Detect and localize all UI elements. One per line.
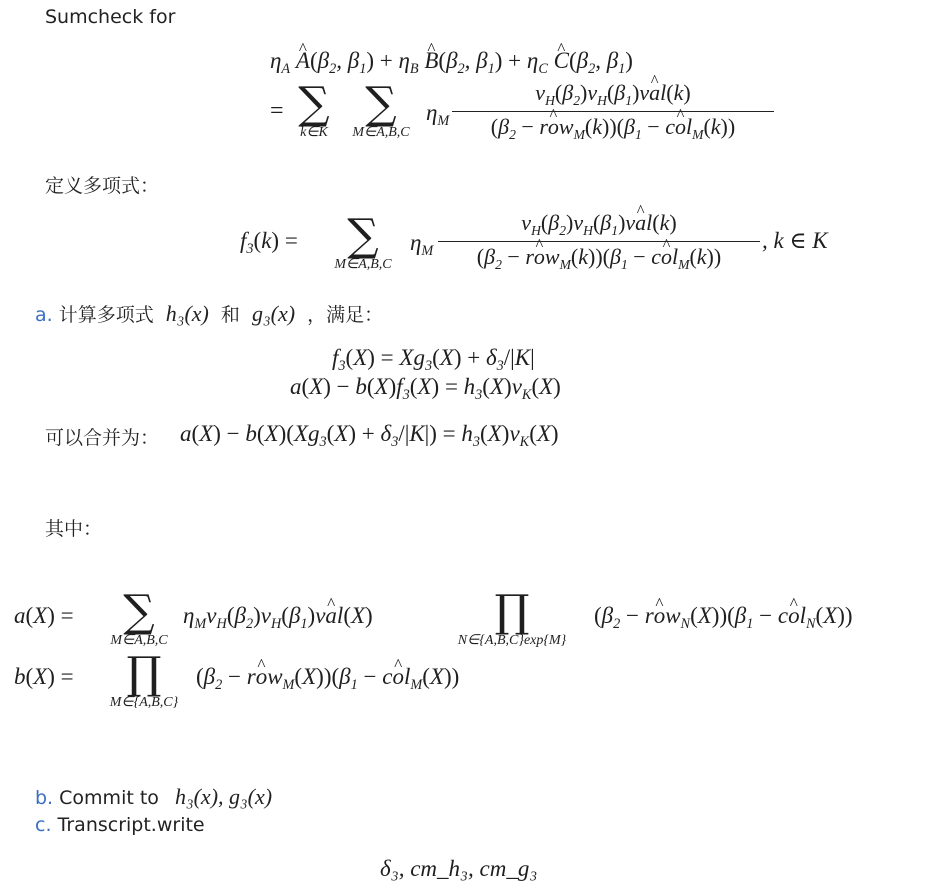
item-b-math: h₃(x), g₃(x) bbox=[174, 784, 273, 809]
eta-m: $\eta_M$ bbox=[426, 100, 450, 129]
bX-lhs: b(X) = bbox=[14, 664, 74, 689]
eta-m-2: $\eta_M$ bbox=[410, 230, 434, 259]
list-marker-a: a. bbox=[35, 304, 53, 326]
aX-lhs: a(X) = bbox=[14, 603, 74, 628]
prod-aX: ∏ N∈{A,B,C}exp{M} bbox=[457, 586, 567, 648]
sum-over-k: ∑ k∈K bbox=[298, 78, 330, 140]
transcript-values: δ₃, cm_h₃, cm_g₃ bbox=[380, 856, 538, 881]
item-a-g3: g₃(x) bbox=[251, 301, 296, 326]
sum-over-m: ∑ M∈A,B,C bbox=[352, 78, 410, 140]
f3-equation: $f_3(X) = Xg_3(X) + \delta_3/|K|$ bbox=[332, 345, 535, 374]
item-a-text-pre: 计算多项式 bbox=[58, 304, 154, 326]
section-heading: Sumcheck for bbox=[45, 6, 176, 28]
list-item-a bbox=[35, 300, 383, 327]
aX-product-term: ($\beta_2$ − r^ $ow_N(X))(\beta_1$ − c^ $ol_N(X)$) bbox=[594, 603, 853, 633]
list-marker-c: c. bbox=[35, 814, 52, 836]
bX-term: ($\beta_2$ − r^ $ow_M(X))(\beta_1$ − c^ $ol_M(X)$) bbox=[196, 664, 459, 694]
ab-equation: $a(X) - b(X)f_3(X) = h_3(X)v_K(X)$ bbox=[290, 374, 561, 403]
item-b-text: Commit to bbox=[59, 787, 159, 809]
item-a-text-post: ，满足： bbox=[307, 304, 384, 326]
item-c-text: Transcript.write bbox=[57, 814, 205, 836]
f3-lhs: $f_3(k)$ = bbox=[240, 228, 298, 257]
fraction-2: $v_H(\beta_2)v_H(\beta_1)v\^{}$ al(k) ($\beta_2$ − r^ $ow_M(k))(\beta_1$ − c^ $ol_M(k)$) bbox=[438, 210, 760, 273]
item-a-h3: h₃(x) bbox=[165, 301, 209, 326]
k-in-K: , k ∈ K bbox=[762, 228, 828, 253]
list-marker-b: b. bbox=[35, 787, 54, 809]
equals-sign: = bbox=[270, 98, 284, 124]
aX-term: $\eta_Mv_H(\beta_2)v_H(\beta_1)v\^{}$ al(X) bbox=[183, 603, 373, 633]
item-a-and: 和 bbox=[220, 304, 240, 326]
sumcheck-equation-line1: $\eta_A$ ^ $A(\beta_2$, $\beta_1) + \eta_B$ ^ $B(\beta_2$, $\beta_1) + \eta_C$ ^ $C(\beta_2$, $\beta_1$) bbox=[270, 48, 633, 78]
define-label: 定义多项式： bbox=[45, 175, 160, 197]
prod-bX: ∏ M∈{A,B,C} bbox=[109, 648, 179, 710]
where-label: 其中： bbox=[45, 518, 103, 540]
list-item-c bbox=[35, 814, 205, 836]
fraction-1: $v_H(\beta_2)v_H(\beta_1)v\^{}$ al(k) ($\beta_2$ − r^ $ow_M(k))(\beta_1$ − c^ $ol_M(k)$) bbox=[452, 80, 774, 143]
sum-over-m-2: ∑ M∈A,B,C bbox=[334, 210, 392, 272]
list-item-b bbox=[35, 784, 272, 810]
merged-equation: $a(X) - b(X)(Xg_3(X) + \delta_3/|K|) = h_3(X)v_K(X)$ bbox=[180, 421, 559, 450]
merge-label: 可以合并为： bbox=[45, 427, 160, 449]
sum-aX: ∑ M∈A,B,C bbox=[110, 586, 168, 648]
